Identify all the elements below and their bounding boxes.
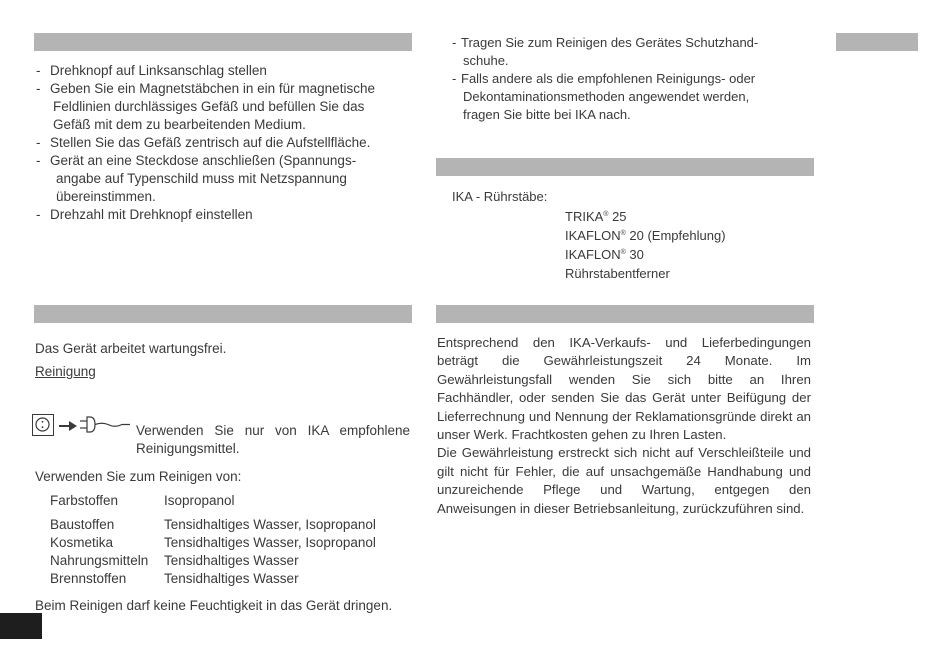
table-cell-substance: Farbstoffen [50,493,119,508]
table-cell-agent: Tensidhaltiges Wasser [164,571,299,586]
page-corner-marker [0,613,42,639]
warranty-paragraph: Entsprechend den IKA-Verkaufs- und Lieferbedingungen beträgt die Gewährleistungszeit 24 Monate. Im Gewährleistungsfall wenden Sie sich bitte an Ihren Fachhändler, oder senden Sie das Gerät unter Beifügung der Lieferrechnung und Nennung der Reklamationsgründe direkt an unser Werk. Frachtkosten gehen zu Ihren Lasten. [437,335,811,443]
power-socket-icon [32,414,54,436]
table-row [50,492,376,516]
accessory-item: Rührstabentferner [565,266,670,281]
accessory-item: TRIKA® 25 [565,209,627,224]
table-cell-substance: Baustoffen [50,517,115,532]
list-item: - Drehknopf auf Linksanschlag stellen [36,62,412,80]
list-item: - Tragen Sie zum Reinigen des Gerätes Schutzhand- schuhe. [452,34,792,70]
section-header-accessories [436,158,814,176]
warranty-paragraph: Die Gewährleistung erstreckt sich nicht auf Verschleißteile und gilt nicht für Fehler, die auf unsachgemäße Handhabung und unzureichende Pflege und Wartung, entgegen den Anweisungen in dieser Betriebsanleitung, zurückzuführen sind. [437,445,811,516]
warranty-text [437,334,811,518]
list-item: - Stellen Sie das Gefäß zentrisch auf die Aufstellfläche. [36,134,412,152]
section-header-warranty [436,305,814,323]
table-row [50,552,376,570]
cleaning-heading: Reinigung [35,364,96,379]
cleaning-notes-list [452,34,792,124]
list-item: - Geben Sie ein Magnetstäbchen in ein für magnetische Feldlinien durchlässiges Gefäß und befüllen Sie das Gefäß mit dem zu bearbeitenden Medium. [36,80,412,134]
table-cell-agent: Tensidhaltiges Wasser, Isopropanol [164,517,376,532]
cleaning-agent-table [50,492,376,588]
moisture-warning: Beim Reinigen darf keine Feuchtigkeit in das Gerät dringen. [35,598,393,613]
cleaning-table-intro: Verwenden Sie zum Reinigen von: [35,469,242,484]
section-header-commissioning [34,33,412,51]
table-cell-agent: Isopropanol [164,493,235,508]
accessories-label: IKA - Rührstäbe: [452,189,548,204]
unplug-arrow-icon [58,420,78,432]
section-header-maintenance [34,305,412,323]
table-cell-substance: Brennstoffen [50,571,127,586]
accessory-item: IKAFLON® 30 [565,247,644,262]
list-item: - Drehzahl mit Drehknopf einstellen [36,206,412,224]
accessory-item: IKAFLON® 20 (Empfehlung) [565,228,726,243]
accessories-list [565,207,726,283]
table-cell-substance: Nahrungsmitteln [50,553,149,568]
list-item: - Gerät an eine Steckdose anschließen (Spannungs- angabe auf Typenschild muss mit Netzspannung übereinstimmen. [36,152,412,206]
table-cell-agent: Tensidhaltiges Wasser, Isopropanol [164,535,376,550]
table-row [50,570,376,588]
maintenance-intro: Das Gerät arbeitet wartungsfrei. [35,341,227,356]
commissioning-list [36,62,412,224]
table-cell-agent: Tensidhaltiges Wasser [164,553,299,568]
table-row [50,534,376,552]
cleaning-notice: Verwenden Sie nur von IKA empfohlene Reinigungsmittel. [136,423,410,456]
table-cell-substance: Kosmetika [50,535,114,550]
page-tab-marker [836,33,918,51]
power-plug-icon [78,414,132,436]
list-item: - Falls andere als die empfohlenen Reinigungs- oder Dekontaminationsmethoden angewendet werden, fragen Sie bitte bei IKA nach. [452,70,792,124]
table-row [50,516,376,534]
